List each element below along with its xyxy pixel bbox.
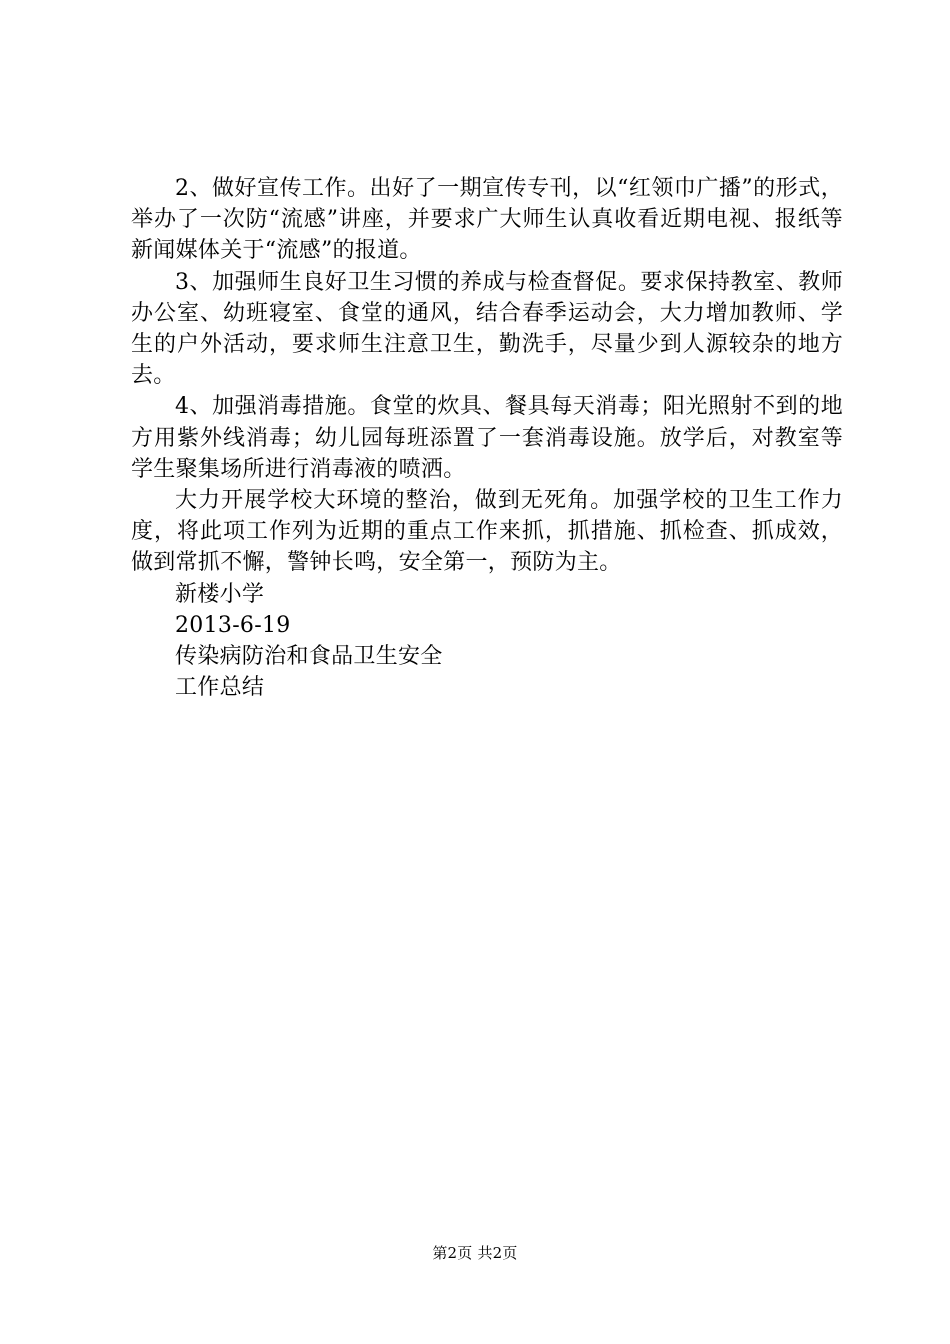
signature-school: 新楼小学 [175,581,265,607]
page-footer [0,1243,950,1263]
paragraph-hygiene-habits: 3、加强师生良好卫生习惯的养成与检查督促。要求保持教室、教师办公室、幼班寝室、食堂的通风，结合春季运动会，大力增加教师、学生的户外活动，要求师生注意卫生，勤洗手，尽量少到人源较杂的地方去。 [131,269,843,389]
signature-date: 2013-6-19 [175,612,291,638]
paragraph-environment: 大力开展学校大环境的整治，做到无死角。加强学校的卫生工作力度，将此项工作列为近期的重点工作来抓，抓措施、抓检查、抓成效，做到常抓不懈，警钟长鸣，安全第一，预防为主。 [131,488,843,576]
paragraph-publicity: 2、做好宣传工作。出好了一期宣传专刊，以“红领巾广播”的形式，举办了一次防“流感”讲座，并要求广大师生认真收看近期电视、报纸等新闻媒体关于“流感”的报道。 [131,176,843,264]
document-title-line-2: 工作总结 [175,675,265,701]
page-number-label: 第2页 共2页 [432,1244,518,1262]
document-title-line-1: 传染病防治和食品卫生安全 [175,644,443,670]
document-body [131,173,843,703]
paragraph-disinfection: 4、加强消毒措施。食堂的炊具、餐具每天消毒；阳光照射不到的地方用紫外线消毒；幼儿园每班添置了一套消毒设施。放学后，对教室等学生聚集场所进行消毒液的喷洒。 [131,394,843,482]
